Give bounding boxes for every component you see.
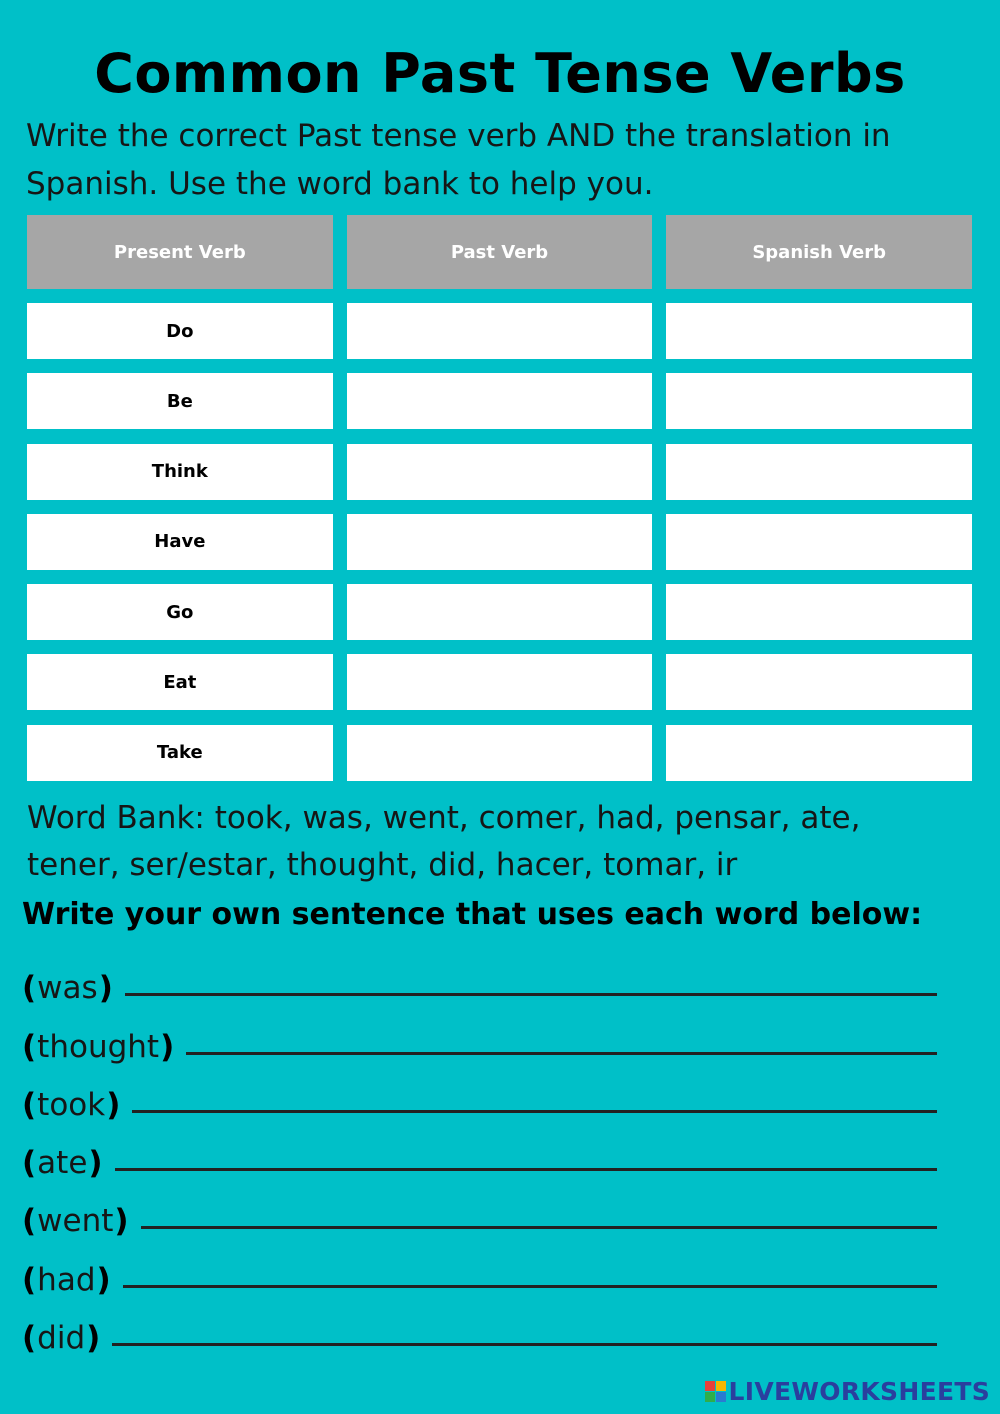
header-present-verb: Present Verb bbox=[27, 215, 333, 289]
open-paren: ( bbox=[22, 1261, 37, 1298]
sentence-line bbox=[22, 1006, 937, 1064]
past-verb-input[interactable] bbox=[347, 725, 653, 781]
present-verb-cell: Go bbox=[27, 584, 333, 640]
present-verb-cell: Take bbox=[27, 725, 333, 781]
table-row bbox=[27, 514, 972, 570]
sentence-answer-line[interactable] bbox=[115, 1146, 937, 1171]
sentence-list bbox=[22, 948, 937, 1356]
spanish-verb-input[interactable] bbox=[666, 654, 972, 710]
logo-square bbox=[716, 1392, 726, 1402]
open-paren: ( bbox=[22, 1086, 37, 1123]
sentence-word: thought bbox=[37, 1028, 160, 1065]
header-spanish-verb: Spanish Verb bbox=[666, 215, 972, 289]
sentence-word: went bbox=[37, 1203, 114, 1240]
spanish-verb-input[interactable] bbox=[666, 444, 972, 500]
spanish-verb-input[interactable] bbox=[666, 584, 972, 640]
present-verb-cell: Do bbox=[27, 303, 333, 359]
past-verb-input[interactable] bbox=[347, 373, 653, 429]
spanish-verb-input[interactable] bbox=[666, 725, 972, 781]
sentence-line bbox=[22, 1239, 937, 1297]
sentence-line bbox=[22, 1123, 937, 1181]
open-paren: ( bbox=[22, 1028, 37, 1065]
sentence-answer-line[interactable] bbox=[186, 1030, 937, 1055]
sentence-line bbox=[22, 1298, 937, 1356]
sentence-word: did bbox=[37, 1320, 86, 1357]
sentence-line bbox=[22, 948, 937, 1006]
spanish-verb-input[interactable] bbox=[666, 514, 972, 570]
table-row bbox=[27, 654, 972, 710]
sentence-line bbox=[22, 1181, 937, 1239]
sentence-answer-line[interactable] bbox=[125, 971, 937, 996]
table-body bbox=[27, 303, 972, 781]
instructions-text: Write the correct Past tense verb AND the translation in Spanish. Use the word bank to help you. bbox=[26, 118, 891, 202]
logo-mark-icon bbox=[705, 1381, 726, 1402]
present-verb-cell: Eat bbox=[27, 654, 333, 710]
past-verb-input[interactable] bbox=[347, 303, 653, 359]
present-verb-cell: Think bbox=[27, 444, 333, 500]
close-paren: ) bbox=[160, 1028, 175, 1065]
table-row bbox=[27, 303, 972, 359]
close-paren: ) bbox=[106, 1086, 121, 1123]
open-paren: ( bbox=[22, 970, 37, 1007]
liveworksheets-logo bbox=[705, 1377, 990, 1406]
sentence-answer-line[interactable] bbox=[132, 1088, 937, 1113]
header-past-verb: Past Verb bbox=[347, 215, 653, 289]
sentence-answer-line[interactable] bbox=[123, 1263, 937, 1288]
spanish-verb-input[interactable] bbox=[666, 373, 972, 429]
past-verb-input[interactable] bbox=[347, 584, 653, 640]
table-row bbox=[27, 725, 972, 781]
sentence-word: ate bbox=[37, 1145, 88, 1182]
close-paren: ) bbox=[86, 1320, 101, 1357]
table-row bbox=[27, 373, 972, 429]
sentence-answer-line[interactable] bbox=[141, 1204, 937, 1229]
close-paren: ) bbox=[96, 1261, 111, 1298]
word-bank: Word Bank: took, was, went, comer, had, pensar, ate, tener, ser/estar, thought, did, hacer, tomar, ir bbox=[27, 800, 861, 883]
page-title: Common Past Tense Verbs bbox=[94, 42, 906, 105]
present-verb-cell: Be bbox=[27, 373, 333, 429]
logo-square bbox=[705, 1381, 715, 1391]
logo-square bbox=[705, 1392, 715, 1402]
open-paren: ( bbox=[22, 1145, 37, 1182]
close-paren: ) bbox=[98, 970, 113, 1007]
logo-square bbox=[716, 1381, 726, 1391]
verb-table bbox=[27, 215, 972, 795]
past-verb-input[interactable] bbox=[347, 514, 653, 570]
table-row bbox=[27, 444, 972, 500]
sentence-word: took bbox=[37, 1086, 106, 1123]
spanish-verb-input[interactable] bbox=[666, 303, 972, 359]
open-paren: ( bbox=[22, 1203, 37, 1240]
sentence-answer-line[interactable] bbox=[112, 1321, 937, 1346]
past-verb-input[interactable] bbox=[347, 654, 653, 710]
table-header-row bbox=[27, 215, 972, 289]
sentence-prompt: Write your own sentence that uses each word below: bbox=[22, 897, 923, 932]
logo-text: LIVEWORKSHEETS bbox=[728, 1377, 990, 1406]
open-paren: ( bbox=[22, 1320, 37, 1357]
close-paren: ) bbox=[114, 1203, 129, 1240]
sentence-word: was bbox=[37, 970, 98, 1007]
close-paren: ) bbox=[88, 1145, 103, 1182]
present-verb-cell: Have bbox=[27, 514, 333, 570]
past-verb-input[interactable] bbox=[347, 444, 653, 500]
sentence-line bbox=[22, 1065, 937, 1123]
table-row bbox=[27, 584, 972, 640]
sentence-word: had bbox=[37, 1261, 96, 1298]
